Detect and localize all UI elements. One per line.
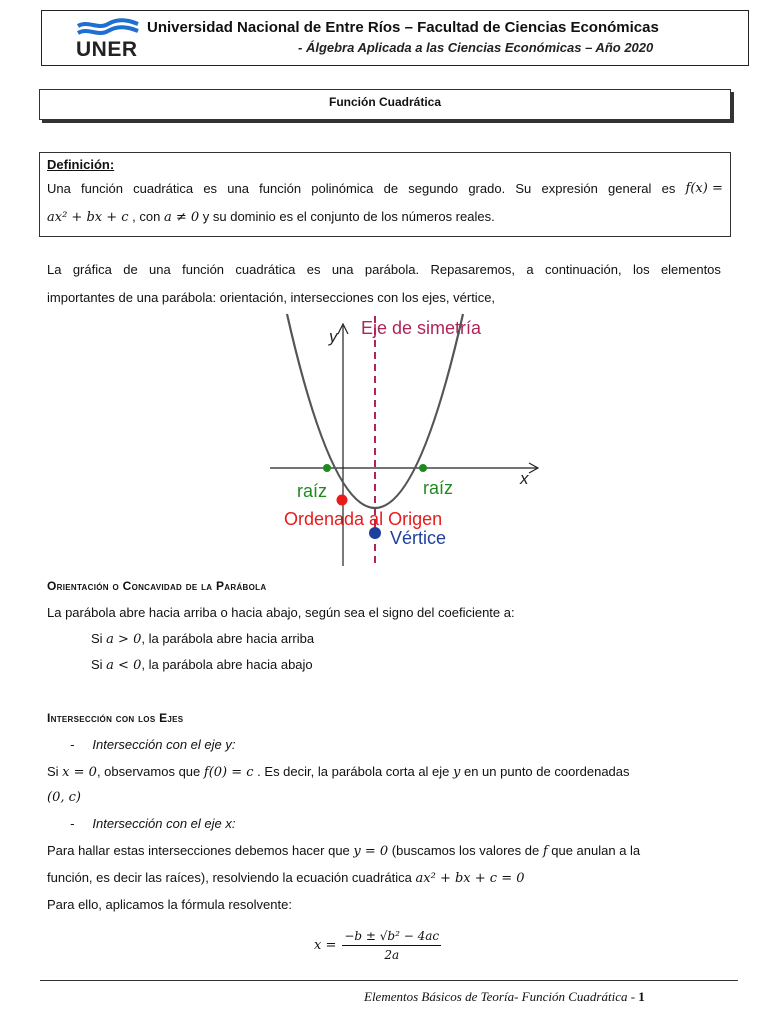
- uner-logo-text: UNER: [76, 38, 138, 61]
- quadratic-formula: [314, 924, 441, 966]
- math: f: [542, 844, 548, 859]
- root-right-label: raíz: [423, 478, 454, 498]
- intersections-title: Intersección con los Ejes: [47, 711, 184, 725]
- formula-numerator: −b ± √b² − 4ac: [342, 929, 441, 946]
- course-title: - Álgebra Aplicada a las Ciencias Económicas – Año 2020: [298, 40, 654, 55]
- text: función, es decir las raíces), resolviendo la ecuación cuadrática: [47, 870, 416, 885]
- word: función: [182, 262, 225, 277]
- orientation-title: Orientación o Concavidad de la Parábola: [47, 579, 267, 593]
- text: , observamos que: [96, 764, 204, 779]
- case-math: a < 0: [106, 658, 142, 673]
- word: cuadrática: [133, 181, 194, 196]
- text: (buscamos los valores de: [388, 843, 543, 858]
- text: que anulan a la: [547, 843, 641, 858]
- word: La: [47, 262, 62, 277]
- word: continuación,: [544, 262, 622, 277]
- x-intersection-text-2: [47, 870, 525, 886]
- y-intercept-label: Ordenada al Origen: [284, 509, 443, 529]
- word: grado.: [468, 181, 506, 196]
- word: a: [526, 262, 534, 277]
- case-text: Si: [91, 657, 107, 672]
- text: Si: [47, 764, 63, 779]
- definition-label: Definición:: [47, 157, 115, 172]
- word: una: [149, 262, 171, 277]
- symmetry-label: Eje de simetría: [361, 318, 482, 338]
- root-left-label: raíz: [297, 481, 328, 501]
- document-title: Función Cuadrática: [39, 89, 731, 120]
- orientation-case-up: [91, 631, 314, 647]
- word: función: [81, 181, 123, 196]
- bullet-dash: -: [70, 816, 93, 831]
- y-intercept-coordinates: (0, c): [47, 790, 81, 805]
- case-text: , la parábola abre hacia arriba: [141, 631, 315, 646]
- word: de: [383, 181, 399, 196]
- definition-text: , con: [128, 209, 164, 224]
- footer-text: Elementos Básicos de Teoría- Función Cuadrática -: [364, 989, 639, 1004]
- bullet-dash: -: [70, 737, 93, 752]
- x-intersection-text-3: Para ello, aplicamos la fórmula resolvente:: [47, 897, 292, 912]
- y-intercept-point: [337, 495, 348, 506]
- word: de: [123, 262, 138, 277]
- intro-line-1: [47, 262, 721, 277]
- page-number: 1: [638, 989, 645, 1004]
- orientation-text: La parábola abre hacia arriba o hacia abajo, según sea el signo del coeficiente a:: [47, 605, 515, 620]
- general-formula: ax² + bx + c: [47, 210, 129, 225]
- word: es: [306, 262, 321, 277]
- orientation-case-down: [91, 657, 313, 673]
- vertex-label: Vértice: [390, 528, 447, 548]
- x-intersection-item: [70, 816, 235, 831]
- word: es: [661, 181, 676, 196]
- x-intersection-text-1: [47, 843, 640, 859]
- uner-logo-waves-icon: [76, 18, 140, 40]
- math: x = 0: [62, 765, 97, 780]
- word: polinómica: [311, 181, 374, 196]
- word: general: [608, 181, 652, 196]
- math: f(0) = c: [203, 765, 254, 780]
- y-axis-label: y: [329, 327, 338, 346]
- formula-fraction: [342, 929, 441, 962]
- formula-denominator: 2a: [384, 947, 400, 962]
- definition-box: [39, 152, 731, 237]
- case-math: a > 0: [106, 632, 142, 647]
- university-title: Universidad Nacional de Entre Ríos – Facultad de Ciencias Económicas: [147, 19, 659, 36]
- word: una: [227, 181, 249, 196]
- y-intersection-item: [70, 737, 235, 752]
- item-label: Intersección con el eje y:: [92, 737, 236, 752]
- y-intersection-text: [47, 764, 630, 780]
- condition-formula: a ≠ 0: [163, 210, 200, 225]
- math: y: [453, 765, 461, 780]
- definition-line-2: [47, 209, 495, 225]
- word: Su: [515, 181, 532, 196]
- definition-line-1: [47, 181, 723, 196]
- case-text: , la parábola abre hacia abajo: [141, 657, 313, 672]
- word: Una: [47, 181, 71, 196]
- word: parábola.: [364, 262, 420, 277]
- word: Repasaremos,: [430, 262, 516, 277]
- word: f(x) =: [685, 181, 723, 196]
- word: expresión: [541, 181, 598, 196]
- math: y = 0: [353, 844, 389, 859]
- text: en un punto de coordenadas: [460, 764, 630, 779]
- word: es: [203, 181, 218, 196]
- footer-rule: [40, 980, 738, 981]
- formula-lhs: x =: [314, 937, 337, 953]
- item-label: Intersección con el eje x:: [92, 816, 236, 831]
- intro-line-2: importantes de una parábola: orientación, intersecciones con los ejes, vértice,: [47, 290, 496, 305]
- word: elementos: [660, 262, 721, 277]
- parabola-graph: [265, 312, 545, 570]
- word: segundo: [408, 181, 459, 196]
- root-right-point: [419, 464, 427, 472]
- word: función: [259, 181, 302, 196]
- footer: [364, 989, 645, 1005]
- definition-text: y su dominio es el conjunto de los números reales.: [199, 209, 495, 224]
- text: . Es decir, la parábola corta al eje: [253, 764, 454, 779]
- math: ax² + bx + c = 0: [415, 871, 525, 886]
- word: cuadrática: [235, 262, 296, 277]
- x-axis-label: x: [520, 469, 529, 488]
- word: una: [331, 262, 354, 277]
- word: los: [632, 262, 650, 277]
- case-text: Si: [91, 631, 107, 646]
- root-left-point: [323, 464, 331, 472]
- word: gráfica: [72, 262, 112, 277]
- text: Para hallar estas intersecciones debemos hacer que: [47, 843, 354, 858]
